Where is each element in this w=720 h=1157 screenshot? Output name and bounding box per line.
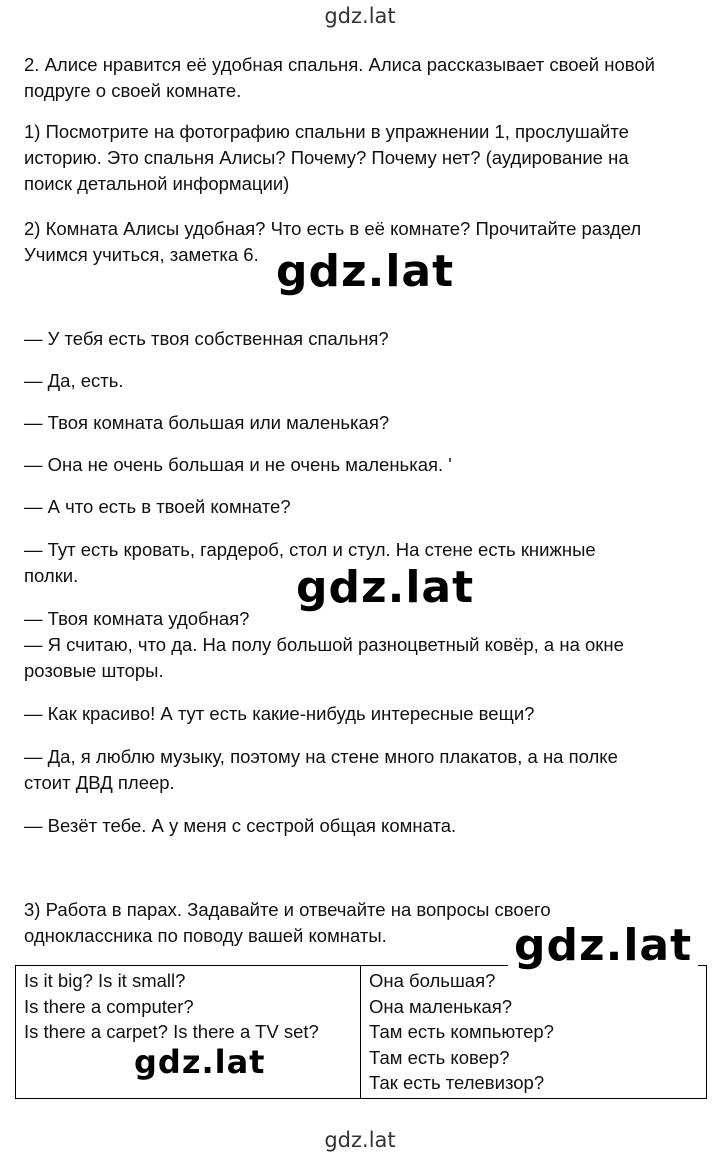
text-line: 2. Алисе нравится её удобная спальня. Алиса рассказывает своей новой xyxy=(24,54,655,75)
text-line: Учимся учиться, заметка 6. xyxy=(24,244,259,265)
dialogue-line: — Твоя комната удобная? xyxy=(24,608,250,629)
table-row xyxy=(16,966,707,1099)
site-footer: gdz.lat xyxy=(324,1128,396,1152)
text-line: розовые шторы. xyxy=(24,660,164,681)
text-line: поиск детальной информации) xyxy=(24,173,290,194)
task-part-1 xyxy=(24,119,704,197)
russian-questions-cell xyxy=(361,966,707,1099)
dialogue-line: — Везёт тебе. А у меня с сестрой общая комната. xyxy=(24,815,457,836)
site-header: gdz.lat xyxy=(324,4,396,28)
table-cell-line: Она маленькая? xyxy=(369,995,513,1017)
text-line: историю. Это спальня Алисы? Почему? Почему нет? (аудирование на xyxy=(24,147,629,168)
dialogue-line: — Твоя комната большая или маленькая? xyxy=(24,412,390,433)
task-intro xyxy=(24,52,704,104)
text-line: 3) Работа в парах. Задавайте и отвечайте на вопросы своего xyxy=(24,899,551,920)
watermark: gdz.lat xyxy=(276,246,455,297)
dialogue-line xyxy=(24,632,704,684)
table-cell-line: Так есть телевизор? xyxy=(369,1072,545,1093)
text-line: — Да, я люблю музыку, поэтому на стене много плакатов, а на полке xyxy=(24,746,618,767)
text-line: — Я считаю, что да. На полу большой разноцветный ковёр, а на окне xyxy=(24,634,624,655)
text-line: 1) Посмотрите на фотографию спальни в упражнении 1, прослушайте xyxy=(24,121,629,142)
text-line: 2) Комната Алисы удобная? Что есть в её комнате? Прочитайте раздел xyxy=(24,218,642,239)
table-cell-line: Там есть ковер? xyxy=(369,1046,510,1068)
table-cell-line: Там есть компьютер? xyxy=(369,1021,554,1042)
dialogue-line: — Как красиво! А тут есть какие-нибудь интересные вещи? xyxy=(24,703,535,724)
table-cell-line: Она большая? xyxy=(369,970,496,991)
dialogue-line: — А что есть в твоей комнате? xyxy=(24,496,291,517)
table-cell-line: Is there a computer? xyxy=(24,995,194,1017)
table-cell-line: Is it big? Is it small? xyxy=(24,970,186,991)
table-cell-line: Is there a carpet? Is there a TV set? xyxy=(24,1021,319,1042)
text-line: подруге о своей комнате. xyxy=(24,80,242,101)
text-line: полки. xyxy=(24,565,79,586)
watermark: gdz.lat xyxy=(296,562,475,613)
questions-table xyxy=(15,965,707,1099)
text-line: — Тут есть кровать, гардероб, стол и стул. На стене есть книжные xyxy=(24,539,596,560)
dialogue-line: — У тебя есть твоя собственная спальня? xyxy=(24,328,389,349)
text-line: стоит ДВД плеер. xyxy=(24,772,175,793)
dialogue-line: — Да, есть. xyxy=(24,370,124,391)
dialogue-line xyxy=(24,744,704,796)
dialogue-line: — Она не очень большая и не очень маленькая. ' xyxy=(24,454,452,475)
watermark: gdz.lat xyxy=(508,920,698,971)
text-line: одноклассника по поводу вашей комнаты. xyxy=(24,925,387,946)
watermark: gdz.lat xyxy=(134,1043,266,1081)
